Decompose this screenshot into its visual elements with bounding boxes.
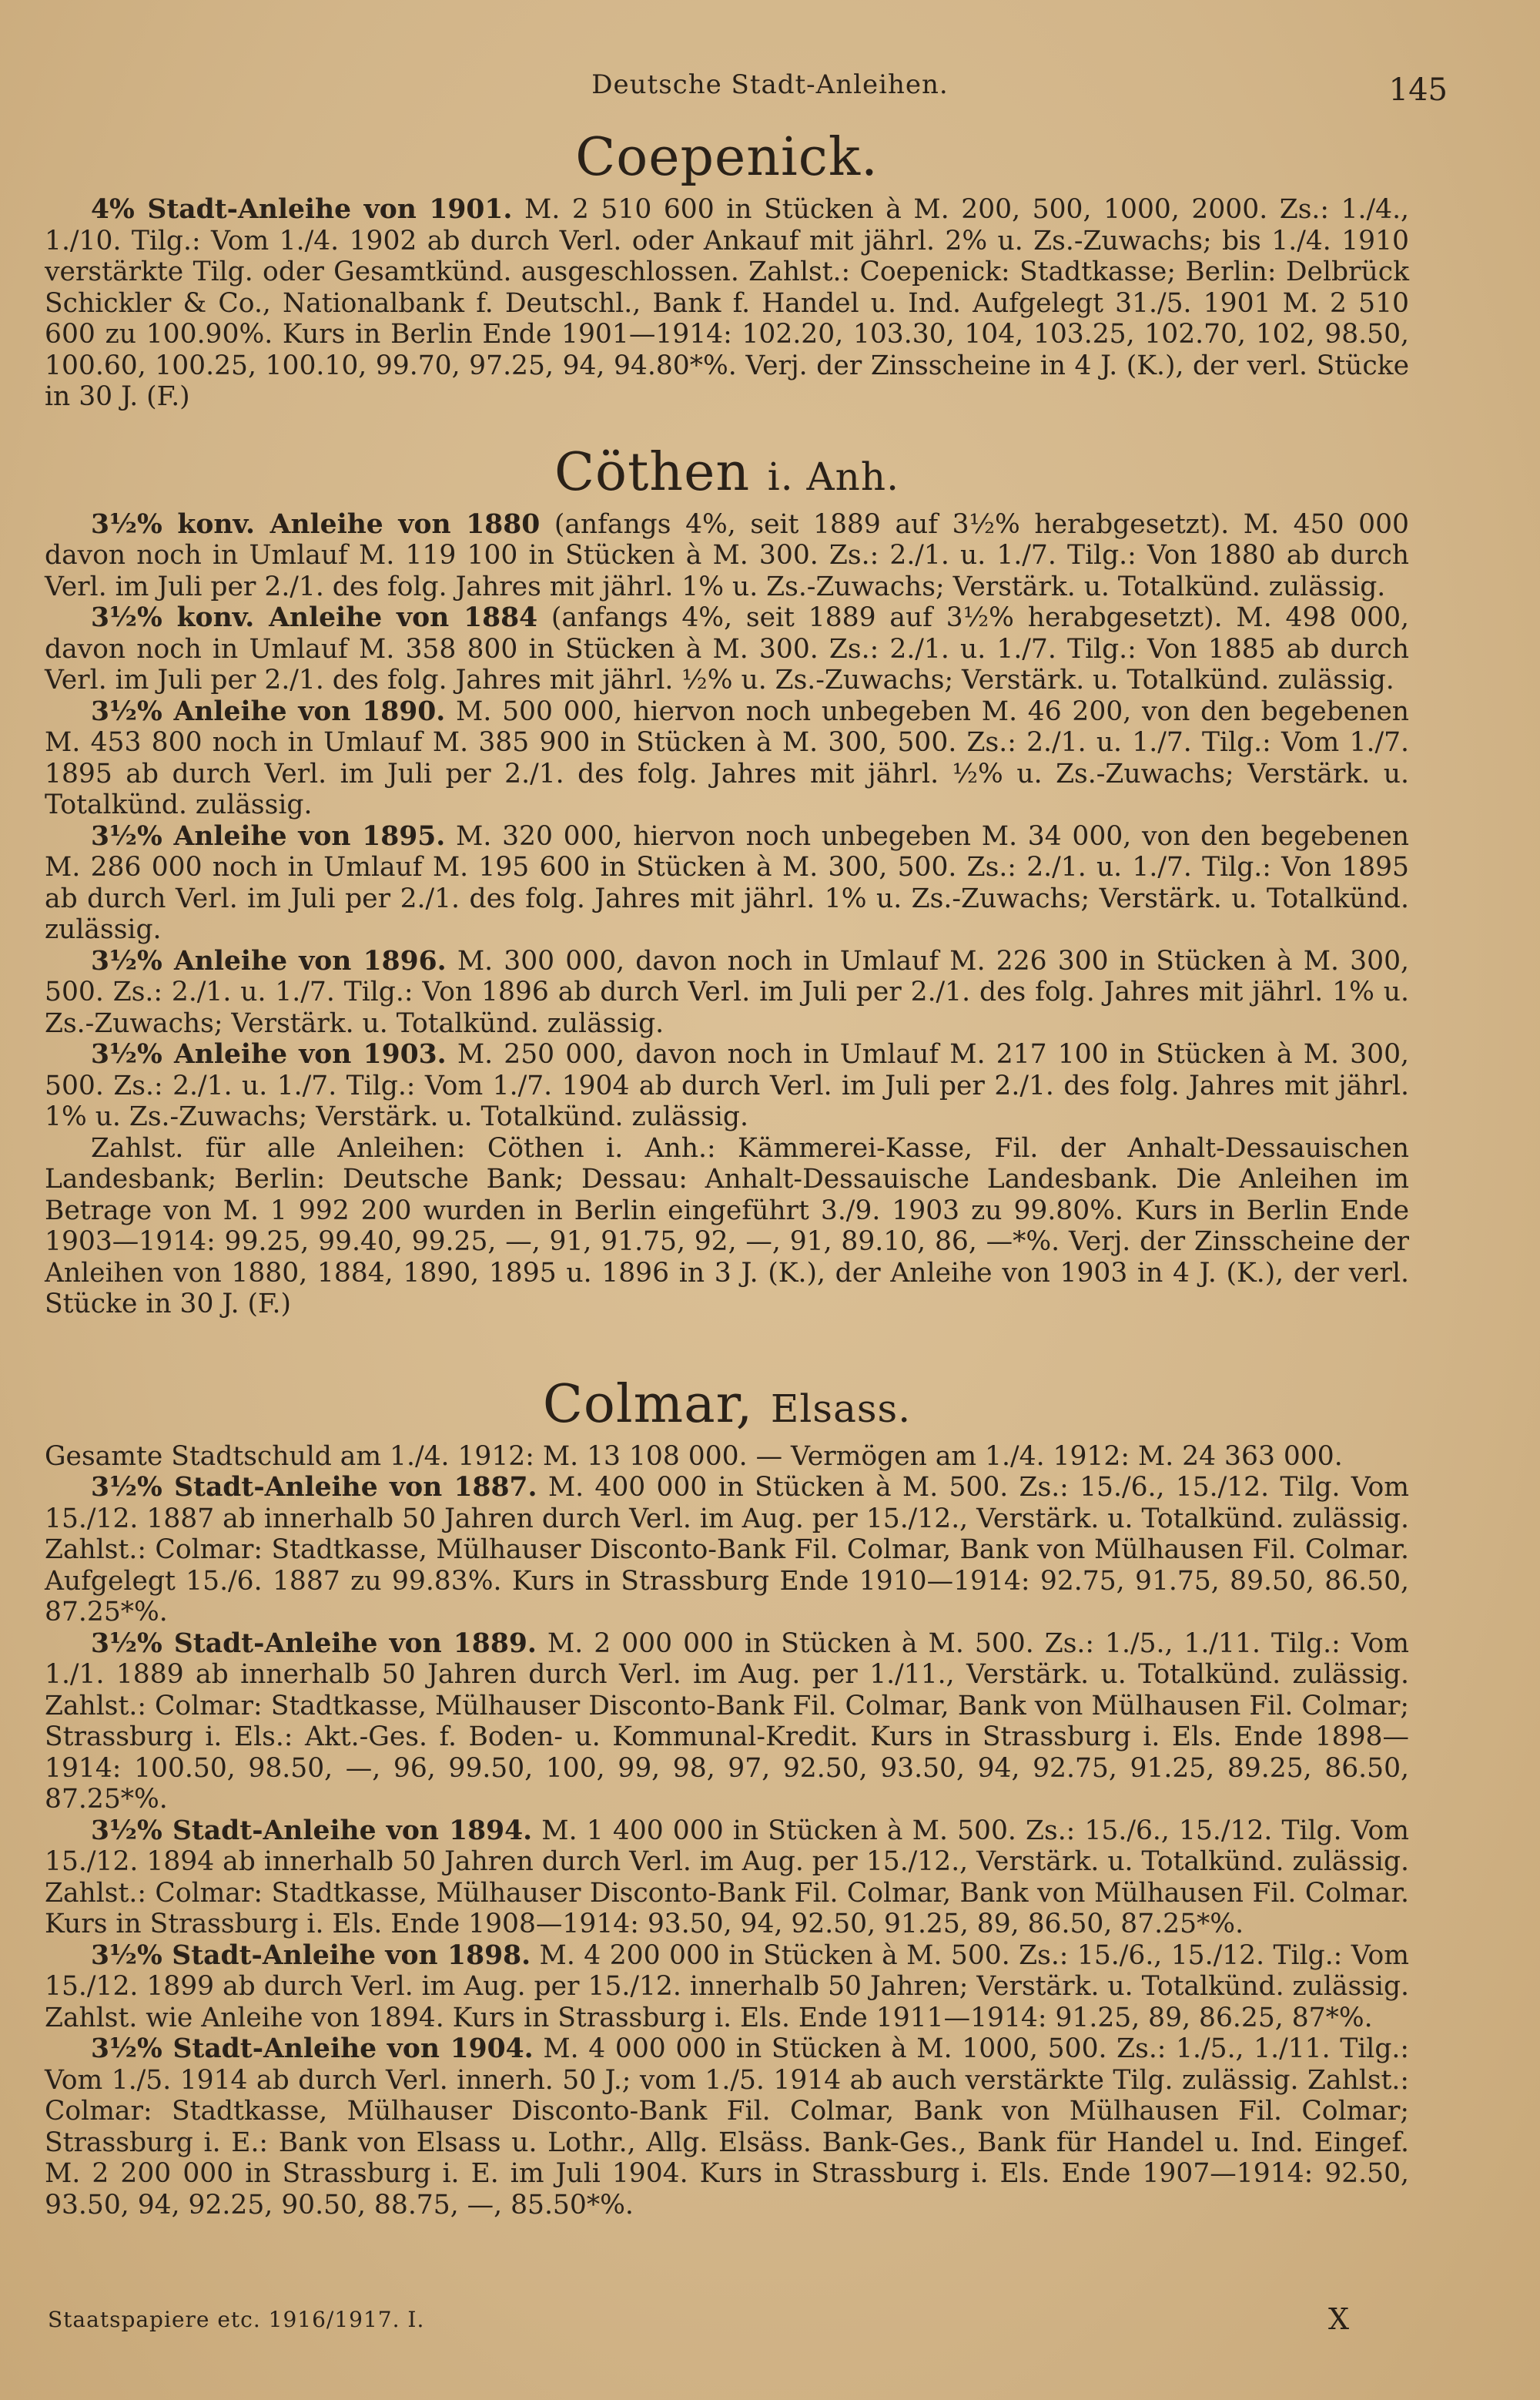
entry-text: M. 300 000, davon noch in Umlauf M. 226 300 in Stücken à M. 300, 500. Zs.: 2./1. u. 1./7. Tilg.: Von 1896 ab durch Verl. im Juli per 2./1. des folg. Jahres mit jährl. 1% u. Zs.-Zuwachs; Verstärk. u. Totalkünd. zulässig. — [45, 945, 1409, 1039]
entry-text: M. 320 000, hiervon noch unbegeben M. 34 000, von den begebenen M. 286 000 noch in Umlauf M. 195 600 in Stücken à M. 300, 500. Zs.: 2./1. u. 1./7. Tilg.: Von 1895 ab durch Verl. im Juli per 2./1. des folg. Jahres mit jährl. 1% u. Zs.-Zuwachs; Verstärk. u. Totalkünd. zulässig. — [45, 820, 1409, 945]
section-title-sub: i. Anh. — [767, 454, 899, 499]
entry-text: M. 2 510 600 in Stücken à M. 200, 500, 1000, 2000. Zs.: 1./4., 1./10. Tilg.: Vom 1./4. 1902 ab durch Verl. oder Ankauf mit jährl. 2% u. Zs.-Zuwachs; bis 1./4. 1910 verstärkte Tilg. oder Gesamtkünd. ausgeschlossen. Zahlst.: Coepenick: Stadtkasse; Berlin: Delbrück Schickler & Co., Nationalbank f. Deutschl., Bank f. Handel u. Ind. Aufgelegt 31./5. 1901 M. 2 510 600 zu 100.90%. Kurs in Berlin Ende 1901—1914: 102.20, 103.30, 104, 103.25, 102.70, 102, 98.50, 100.60, 100.25, 100.10, 99.70, 97.25, 94, 94.80*%. Verj. der Zinsscheine in 4 J. (K.), der verl. Stücke in 30 J. (F.) — [45, 194, 1409, 412]
section-title-main: Colmar, — [542, 1373, 754, 1435]
running-title: Deutsche Stadt-Anleihen. — [591, 69, 949, 100]
entry-coethen-1895 — [45, 821, 1409, 946]
entry-coethen-1896 — [45, 946, 1409, 1040]
entry-coethen-1903 — [45, 1039, 1409, 1133]
entry-text: M. 4 200 000 in Stücken à M. 500. Zs.: 15./6., 15./12. Tilg.: Vom 15./12. 1899 ab durch Verl. im Aug. per 15./12. innerhalb 50 Jahren; Verstärk. u. Totalkünd. zulässig. Zahlst. wie Anleihe von 1894. Kurs in Strassburg i. Els. Ende 1911—1914: 91.25, 89, 86.25, 87*%. — [45, 1939, 1409, 2033]
entry-text: M. 500 000, hiervon noch unbegeben M. 46 200, von den begebenen M. 453 800 noch in Umlauf M. 385 900 in Stücken à M. 300, 500. Zs.: 2./1. u. 1./7. Tilg.: Vom 1./7. 1895 ab durch Verl. im Juli per 2./1. des folg. Jahres mit jährl. ½% u. Zs.-Zuwachs; Verstärk. u. Totalkünd. zulässig. — [45, 696, 1409, 820]
entry-heading: 3½% Stadt-Anleihe von 1889. — [91, 1627, 537, 1659]
page-header — [46, 69, 1494, 116]
entry-text: M. 4 000 000 in Stücken à M. 1000, 500. Zs.: 1./5., 1./11. Tilg.: Vom 1./5. 1914 ab durch Verl. innerh. 50 J.; vom 1./5. 1914 ab auch verstärkte Tilg. zulässig. Zahlst.: Colmar: Stadtkasse, Mülhauser Disconto-Bank Fil. Colmar, Bank von Mülhausen Fil. Colmar; Strassburg i. E.: Bank von Elsass u. Lothr., Allg. Elsäss. Bank-Ges., Bank für Handel u. Ind. Eingef. M. 2 200 000 in Strassburg i. E. im Juli 1904. Kurs in Strassburg i. Els. Ende 1907—1914: 92.50, 93.50, 94, 92.25, 90.50, 88.75, —, 85.50*%. — [45, 2033, 1409, 2221]
section-title-main: Cöthen — [554, 441, 751, 503]
entry-colmar-1898 — [45, 1940, 1409, 2034]
entry-heading: 3½% Stadt-Anleihe von 1894. — [91, 1815, 533, 1846]
page-number: 145 — [1388, 72, 1448, 108]
entry-text: M. 400 000 in Stücken à M. 500. Zs.: 15./6., 15./12. Tilg. Vom 15./12. 1887 ab innerhalb 50 Jahren durch Verl. im Aug. per 15./12., Verstärk. u. Totalkünd. zulässig. Zahlst.: Colmar: Stadtkasse, Mülhauser Disconto-Bank Fil. Colmar, Bank von Mülhausen Fil. Colmar. Aufgelegt 15./6. 1887 zu 99.83%. Kurs in Strassburg Ende 1910—1914: 92.75, 91.75, 89.50, 86.50, 87.25*%. — [45, 1472, 1409, 1627]
entry-heading: 3½% Stadt-Anleihe von 1887. — [91, 1472, 537, 1503]
entry-heading: 3½% Stadt-Anleihe von 1898. — [91, 1939, 531, 1971]
entry-heading: 3½% Anleihe von 1895. — [91, 820, 446, 852]
entry-heading: 3½% Anleihe von 1903. — [91, 1039, 447, 1070]
entry-coethen-1880 — [45, 509, 1409, 603]
sheet-mark: X — [1327, 2302, 1349, 2336]
section-title-colmar — [45, 1374, 1409, 1435]
entry-colmar-1904 — [45, 2033, 1409, 2221]
entry-text: M. 2 000 000 in Stücken à M. 500. Zs.: 1./5., 1./11. Tilg.: Vom 1./1. 1889 ab innerhalb 50 Jahren durch Verl. im Aug. per 1./11., Verstärk. u. Totalkünd. zulässig. Zahlst.: Colmar: Stadtkasse, Mülhauser Disconto-Bank Fil. Colmar, Bank von Mülhausen Fil. Colmar; Strassburg i. Els.: Akt.-Ges. f. Boden- u. Kommunal-Kredit. Kurs in Strassburg i. Els. Ende 1898—1914: 100.50, 98.50, —, 96, 99.50, 100, 99, 98, 97, 92.50, 93.50, 94, 92.75, 91.25, 89.25, 86.50, 87.25*%. — [45, 1627, 1409, 1815]
entry-colmar-1894 — [45, 1815, 1409, 1940]
entry-coepenick-1901 — [45, 194, 1409, 413]
signature-line: Staatspapiere etc. 1916/1917. I. — [48, 2307, 425, 2332]
section-title-coethen — [45, 442, 1409, 503]
entry-colmar-1887 — [45, 1472, 1409, 1628]
entry-coethen-1884 — [45, 602, 1409, 696]
spacer — [45, 413, 1409, 442]
colmar-debt-summary: Gesamte Stadtschuld am 1./4. 1912: M. 13 108 000. — Vermögen am 1./4. 1912: M. 24 363 000. — [45, 1440, 1343, 1472]
entry-colmar-1889 — [45, 1628, 1409, 1815]
entry-text: (anfangs 4%, seit 1889 auf 3½% herabgesetzt). M. 498 000, davon noch in Umlauf M. 358 800 in Stücken à M. 300. Zs.: 2./1. u. 1./7. Tilg.: Von 1885 ab durch Verl. im Juli per 2./1. des folg. Jahres mit jährl. ½% u. Zs.-Zuwachs; Verstärk. u. Totalkünd. zulässig. — [45, 602, 1409, 696]
page-content — [45, 127, 1409, 2221]
section-title-coepenick: Coepenick. — [575, 127, 879, 188]
entry-heading: 3½% Anleihe von 1890. — [91, 696, 446, 727]
page-footer — [48, 2302, 1395, 2345]
entry-heading: 3½% Stadt-Anleihe von 1904. — [91, 2033, 534, 2064]
section-title-sub: Elsass. — [770, 1386, 912, 1431]
coethen-paying-agents-note: Zahlst. für alle Anleihen: Cöthen i. Anh.: Kämmerei-Kasse, Fil. der Anhalt-Dessauischen Landesbank; Berlin: Deutsche Bank; Dessau: Anhalt-Dessauische Landesbank. Die Anleihen im Betrage von M. 1 992 200 wurden in Berlin eingeführt 3./9. 1903 zu 99.80%. Kurs in Berlin Ende 1903—1914: 99.25, 99.40, 99.25, —, 91, 91.75, 92, —, 91, 89.10, 86, —*%. Verj. der Zinsscheine der Anleihen von 1880, 1884, 1890, 1895 u. 1896 in 3 J. (K.), der Anleihe von 1903 in 4 J. (K.), der verl. Stücke in 30 J. (F.) — [45, 1132, 1409, 1319]
entry-heading: 3½% Anleihe von 1896. — [91, 945, 447, 977]
entry-coethen-1890 — [45, 696, 1409, 821]
spacer — [45, 1320, 1409, 1374]
entry-heading: 3½% konv. Anleihe von 1884 — [91, 602, 538, 633]
entry-text: M. 250 000, davon noch in Umlauf M. 217 100 in Stücken à M. 300, 500. Zs.: 2./1. u. 1./7. Tilg.: Vom 1./7. 1904 ab durch Verl. im Juli per 2./1. des folg. Jahres mit jährl. 1% u. Zs.-Zuwachs; Verstärk. u. Totalkünd. zulässig. — [45, 1039, 1409, 1132]
entry-text: (anfangs 4%, seit 1889 auf 3½% herabgesetzt). M. 450 000 davon noch in Umlauf M. 119 100 in Stücken à M. 300. Zs.: 2./1. u. 1./7. Tilg.: Von 1880 ab durch Verl. im Juli per 2./1. des folg. Jahres mit jährl. 1% u. Zs.-Zuwachs; Verstärk. u. Totalkünd. zulässig. — [45, 508, 1410, 602]
entry-text: M. 1 400 000 in Stücken à M. 500. Zs.: 15./6., 15./12. Tilg. Vom 15./12. 1894 ab innerhalb 50 Jahren durch Verl. im Aug. per 15./12., Verstärk. u. Totalkünd. zulässig. Zahlst.: Colmar: Stadtkasse, Mülhauser Disconto-Bank Fil. Colmar, Bank von Mülhausen Fil. Colmar. Kurs in Strassburg i. Els. Ende 1908—1914: 93.50, 94, 92.50, 91.25, 89, 86.50, 87.25*%. — [45, 1815, 1409, 1939]
entry-heading: 3½% konv. Anleihe von 1880 — [91, 508, 541, 540]
entry-heading: 4% Stadt-Anleihe von 1901. — [91, 194, 513, 225]
